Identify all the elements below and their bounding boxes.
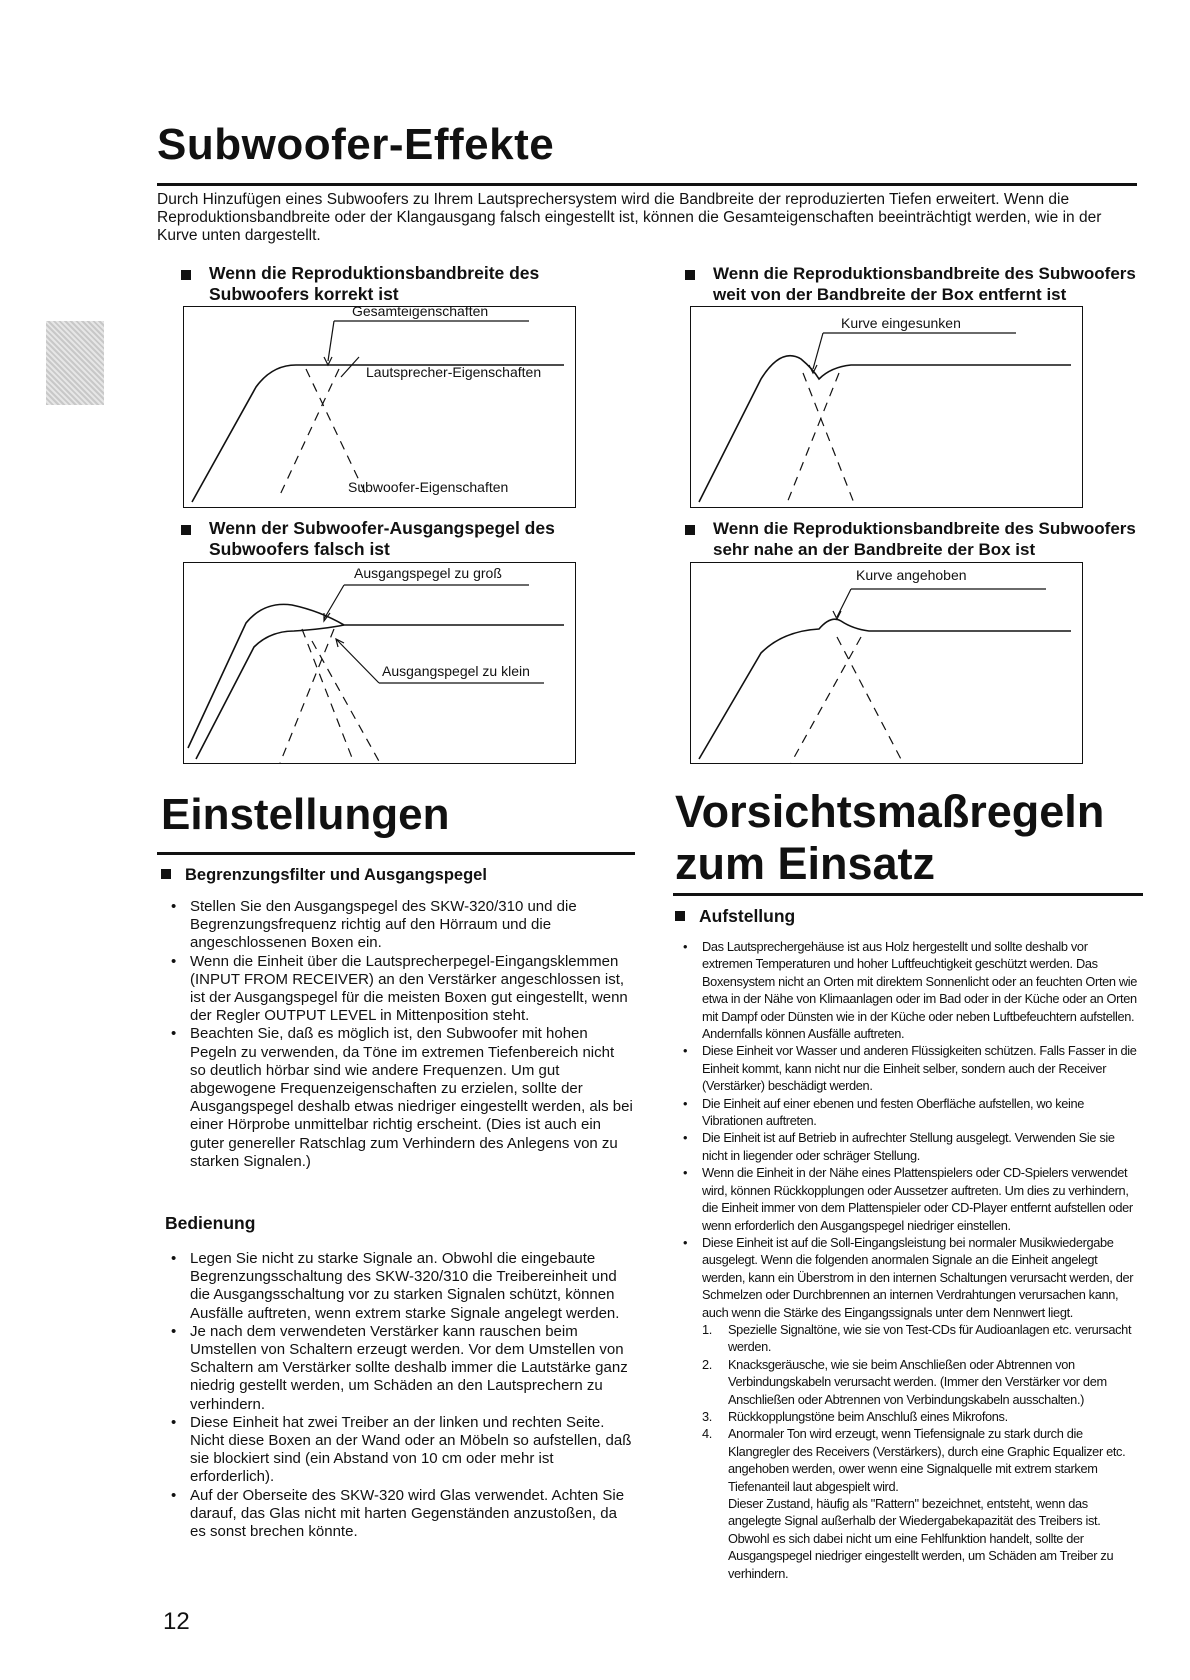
item-text: Knacksgeräusche, wie sie beim Anschließen oder Abtrennen von Verbindungskabeln verursacht werden. (Immer den Verstärker vor dem Anschließen oder Abtrennen von Verbindungskabeln ausschalten.) xyxy=(728,1356,1107,1407)
list-item: • Wenn die Einheit über die Lautsprecherpegel-Eingangsklemmen (INPUT FROM RECEIVER) an den Verstärker angeschlossen ist, ist der Ausgangspegel für die meisten Boxen gut eingestellt, wenn der Regler OUTPUT LEVEL in Mittenposition steht. xyxy=(163,953,633,1026)
precautions-rule xyxy=(673,893,1143,896)
subwoofer-falloff xyxy=(837,637,903,763)
list-item: • Die Einheit auf einer ebenen und festen Oberfläche aufstellen, wo keine Vibrationen auftreten. xyxy=(675,1095,1140,1130)
abnormal-signal-list xyxy=(702,1321,1140,1582)
filter-list xyxy=(163,898,633,1171)
label-level-too-low: Ausgangspegel zu klein xyxy=(382,663,530,679)
list-item: • Diese Einheit hat zwei Treiber an der linken und rechten Seite. Nicht diese Boxen an der Wand oder an Möbeln so aufstellen, daß sie blockiert sind (ein Abstand von 10 cm oder mehr ist erforderlich). xyxy=(163,1414,633,1487)
rattle-note: Dieser Zustand, häufig als "Rattern" bezeichnet, entsteht, wenn das angelegte Signal außerhalb der Wiedergabekapazität des Treibers ist. Obwohl es sich dabei nicht um eine Fehlfunktion handelt, sollte der Ausgangspegel niedriger eingestellt werden, um Schäden am Treiber zu verhindern. xyxy=(728,1496,1114,1581)
numbered-item xyxy=(702,1408,1140,1425)
bullet-square-icon xyxy=(685,525,695,535)
diagram4-heading-text: Wenn die Reproduktionsbandbreite des Subwoofers sehr nahe an der Bandbreite der Box ist xyxy=(713,519,1136,559)
speaker-rolloff xyxy=(791,637,861,763)
label-curve-dipped: Kurve eingesunken xyxy=(841,315,961,331)
bullet-square-icon xyxy=(181,525,191,535)
precautions-title-line2: zum Einsatz xyxy=(675,838,936,889)
label-total-characteristics: Gesamteigenschaften xyxy=(352,303,489,319)
item-number: 4. xyxy=(702,1426,712,1442)
raised-curve xyxy=(699,619,1071,759)
list-item: • Wenn die Einheit in der Nähe eines Plattenspielers oder CD-Spielers verwendet wird, können Rückkopplungen oder Aussetzer auftreten. Um dies zu verhindern, die Einheit immer von dem Plattenspieler oder CD-Player entfernt aufstellen oder wenn erforderlich den Ausgangspegel niedriger einstellen. xyxy=(675,1164,1140,1234)
diagram2-graph xyxy=(691,307,1084,509)
item-text: Rückkopplungstöne beim Anschluß eines Mikrofons. xyxy=(728,1408,1008,1424)
settings-title: Einstellungen xyxy=(161,790,450,839)
precautions-title xyxy=(675,786,1104,890)
diagram2-heading-text: Wenn die Reproduktionsbandbreite des Subwoofers weit von der Bandbreite der Box entfernt ist xyxy=(713,264,1136,304)
list-item: • Die Einheit ist auf Betrieb in aufrechter Stellung ausgelegt. Verwenden Sie sie nicht in liegender oder schräger Stellung. xyxy=(675,1129,1140,1164)
diagram4-box xyxy=(690,562,1083,764)
speaker-rolloff xyxy=(279,369,339,497)
item-text: Anormaler Ton wird erzeugt, wenn Tiefensignale zu stark durch die Klangregler des Receivers (Verstärkers), durch eine Graphic Equalizer etc. angehoben werden, ower wenn eine Signalquelle mit extrem starkem Tiefenanteil laut abgespielt wird. xyxy=(728,1426,1126,1494)
setup-heading xyxy=(675,906,795,927)
label-subwoofer-characteristics: Subwoofer-Eigenschaften xyxy=(348,479,509,495)
label-curve-raised: Kurve angehoben xyxy=(856,567,967,583)
settings-rule xyxy=(157,852,635,855)
list-item: • Das Lautsprechergehäuse ist aus Holz hergestellt und sollte deshalb vor extremen Temperaturen und hoher Luftfeuchtigkeit geschützt werden. Das Boxensystem nicht an Orten mit direktem Sonnenlicht oder an feuchten Orten wie etwa in der Nähe von Klimaanlagen oder im Bad oder in der Küche oder an Orten mit Dampf oder Dünsten wie in der Küche oder neben Luftbefeuchtern aufstellen. Andernfalls können Ausfälle auftreten. xyxy=(675,938,1140,1042)
page-title: Subwoofer-Effekte xyxy=(157,120,555,169)
diagram2-heading xyxy=(685,263,1155,305)
diagram4-heading xyxy=(685,518,1155,560)
item-number: 1. xyxy=(702,1321,712,1337)
setup-heading-text: Aufstellung xyxy=(699,906,796,926)
bullet-square-icon xyxy=(675,911,685,921)
precautions-title-line1: Vorsichtsmaßregeln xyxy=(675,786,1105,837)
list-item xyxy=(675,1234,1140,1582)
list-item: • Legen Sie nicht zu starke Signale an. Obwohl die eingebaute Begrenzungsschaltung des SKW-320/310 die Treibereinheit und die Ausgangsschaltung vor zu starken Signalen schützt, können Ausfälle auftreten, wenn extrem starke Signale angelegt werden. xyxy=(163,1250,633,1323)
item-number: 2. xyxy=(702,1356,712,1372)
bullet-square-icon xyxy=(685,270,695,280)
label-level-too-high: Ausgangspegel zu groß xyxy=(354,565,502,581)
page-number: 12 xyxy=(163,1608,190,1635)
list-item: • Auf der Oberseite des SKW-320 wird Glas verwendet. Achten Sie darauf, das Glas nicht mit harten Gegenständen anzustoßen, da es sonst brechen könnte. xyxy=(163,1487,633,1542)
numbered-item xyxy=(702,1356,1140,1408)
side-tab-marker xyxy=(46,321,104,405)
curve-too-low xyxy=(196,625,344,759)
list-item: • Stellen Sie den Ausgangspegel des SKW-320/310 und die Begrenzungsfrequenz richtig auf den Hörraum und die angeschlossenen Boxen ein. xyxy=(163,898,633,953)
numbered-item xyxy=(702,1425,1140,1582)
list-item-text: Diese Einheit ist auf die Soll-Eingangsleistung bei normaler Musikwiedergabe ausgelegt. Wenn die folgenden anormalen Signale an die Einheit angelegt werden, kann ein Überstrom in den internen Schaltungen verursacht werden, der Schmelzen oder Durchbrennen an internen Verdrahtungen verursachen kann, auch wenn die Stärke des Eingangssignals unter dem Nennwert liegt. xyxy=(702,1234,1134,1320)
bullet-square-icon xyxy=(161,869,171,879)
list-item: • Beachten Sie, daß es möglich ist, den Subwoofer mit hohen Pegeln zu verwenden, da Töne im extremen Tiefenbereich nicht so deutlich hörbar sind wie andere Frequenzen. Um gut abgewogene Frequenzeigenschaften zu erzielen, sollte der Ausgangspegel deshalb etwas niedriger eingestellt werden, als bei einer Hörprobe unmittelbar richtig erscheint. (Dies ist auch ein guter genereller Ratschlag zum Verhindern des Anlegens von zu starken Signalen.) xyxy=(163,1025,633,1171)
bullet-square-icon xyxy=(181,270,191,280)
subwoofer-falloff xyxy=(803,373,854,503)
diagram1-heading xyxy=(181,263,601,305)
operation-heading: Bedienung xyxy=(165,1213,256,1233)
filter-heading xyxy=(161,866,487,885)
diagram1-box xyxy=(183,303,576,508)
intro-text: Durch Hinzufügen eines Subwoofers zu Ihrem Lautsprechersystem wird die Bandbreite der reproduzierten Tiefen erweitert. Wenn die Reproduktionsbandbreite oder der Klangausgang falsch eingestellt ist, können die Gesamteigenschaften beeinträchtigt werden, wie in der Kurve unten dargestellt. xyxy=(157,191,1102,244)
diagram1-heading-text: Wenn die Reproduktionsbandbreite des Subwoofers korrekt ist xyxy=(209,263,540,304)
filter-heading-text: Begrenzungsfilter und Ausgangspegel xyxy=(185,866,487,884)
dipped-curve xyxy=(699,356,1071,502)
subwoofer-falloff xyxy=(306,369,367,497)
item-text: Spezielle Signaltöne, wie sie von Test-CDs für Audioanlagen etc. verursacht werden. xyxy=(728,1321,1132,1355)
list-item: • Diese Einheit vor Wasser und anderen Flüssigkeiten schützen. Falls Fasser in die Einheit kommt, kann nicht nur die Einheit selber, sondern auch der Receiver (Verstärker) beschädigt werden. xyxy=(675,1042,1140,1094)
speaker-rolloff xyxy=(787,373,839,503)
diagram4-graph xyxy=(691,563,1084,765)
diagram3-heading-text: Wenn der Subwoofer-Ausgangspegel des Subwoofers falsch ist xyxy=(209,518,555,559)
diagram3-heading xyxy=(181,518,601,560)
speaker-rolloff xyxy=(280,629,334,763)
precautions-list xyxy=(675,938,1140,1582)
diagram2-box xyxy=(690,306,1083,508)
numbered-item xyxy=(702,1321,1140,1356)
title-rule xyxy=(157,183,1137,186)
list-item: • Je nach dem verwendeten Verstärker kann rauschen beim Umstellen von Schaltern erzeugt werden. Vor dem Umstellen von Schaltern am Verstärker sollte deshalb immer die Lautstärke ganz niedrig gestellt werden, um Schäden an den Lautsprechern zu verhindern. xyxy=(163,1323,633,1414)
operation-list xyxy=(163,1250,633,1541)
diagram3-box xyxy=(183,562,576,764)
item-number: 3. xyxy=(702,1408,712,1424)
label-speaker-characteristics: Lautsprecher-Eigenschaften xyxy=(366,364,542,380)
